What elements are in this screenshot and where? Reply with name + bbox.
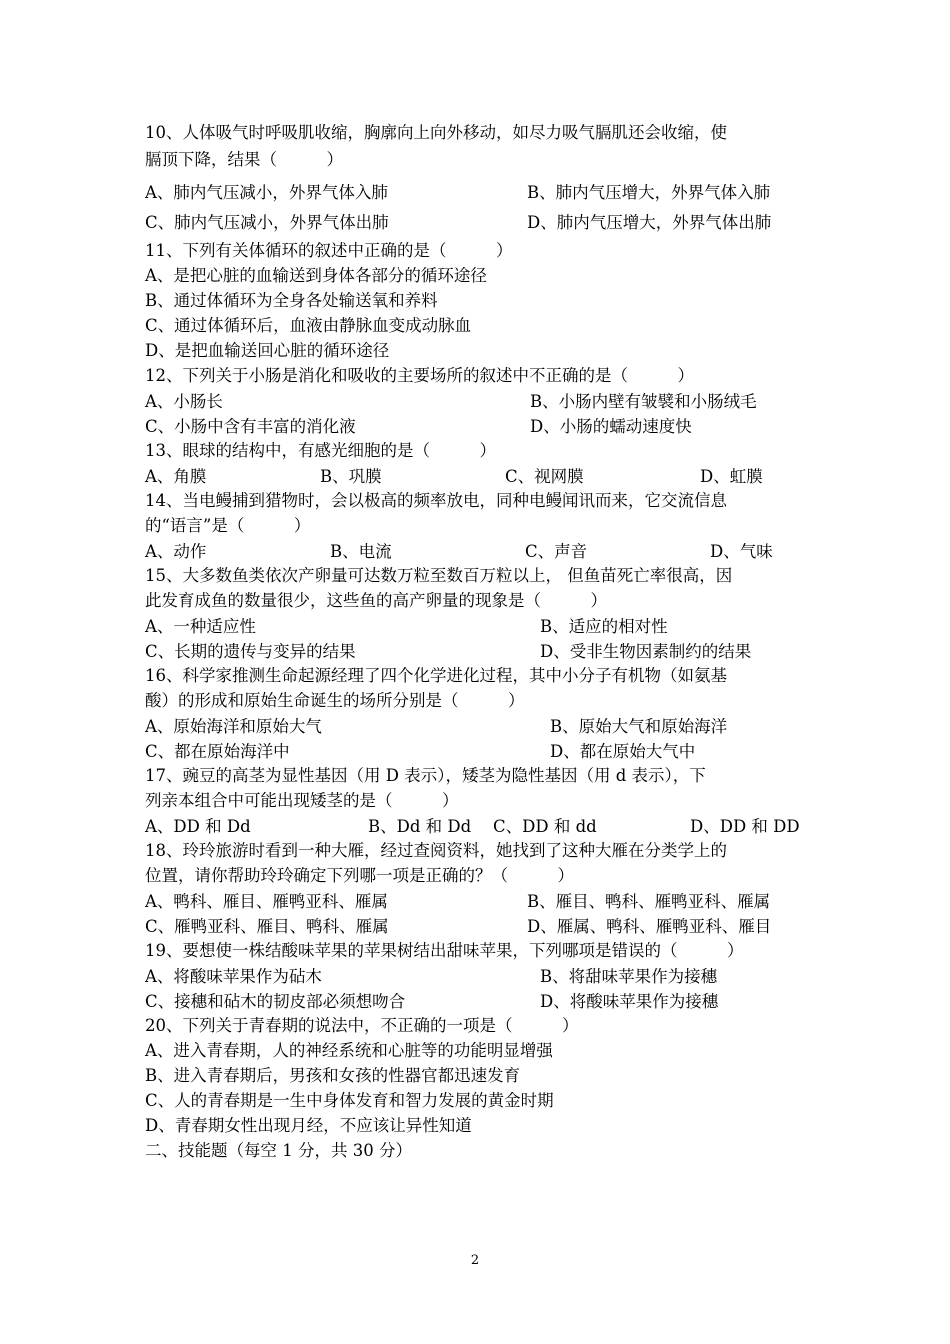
question-15-option-d[interactable]: D、受非生物因素制约的结果 — [540, 642, 752, 661]
question-14-option-d[interactable]: D、气味 — [710, 542, 773, 561]
question-12-option-d[interactable]: D、小肠的蠕动速度快 — [530, 417, 692, 436]
question-13-option-b[interactable]: B、巩膜 — [320, 467, 382, 486]
question-20-option-a[interactable]: A、进入青春期，人的神经系统和心脏等的功能明显增强 — [145, 1041, 553, 1060]
question-11-option-b[interactable]: B、通过体循环为全身各处输送氧和养料 — [145, 291, 438, 310]
question-14-stem-line-2: 的“语言”是（ ） — [145, 516, 311, 535]
question-13-option-row — [145, 463, 810, 488]
question-11-option-c[interactable]: C、通过体循环后，血液由静脉血变成动脉血 — [145, 316, 472, 335]
question-16-stem-line-2: 酸）的形成和原始生命诞生的场所分别是（ ） — [145, 691, 525, 710]
question-16-option-b[interactable]: B、原始大气和原始海洋 — [550, 717, 728, 736]
question-13-option-d[interactable]: D、虹膜 — [700, 467, 763, 486]
question-16-option-a[interactable]: A、原始海洋和原始大气 — [145, 717, 322, 736]
question-18-stem-line-2: 位置，请你帮助玲玲确定下列哪一项是正确的？（ ） — [145, 866, 574, 885]
question-10-option-d[interactable]: D、肺内气压增大，外界气体出肺 — [527, 213, 772, 232]
question-15-option-c[interactable]: C、长期的遗传与变异的结果 — [145, 642, 356, 661]
question-19-option-b[interactable]: B、将甜味苹果作为接穗 — [540, 967, 718, 986]
section-heading: 二、技能题（每空 1 分，共 30 分） — [145, 1141, 412, 1160]
question-13-stem: 13、眼球的结构中，有感光细胞的是（ ） — [145, 441, 496, 460]
question-20-stem: 20、下列关于青春期的说法中，不正确的一项是（ ） — [145, 1016, 579, 1035]
question-10-option-c[interactable]: C、肺内气压减小，外界气体出肺 — [145, 213, 389, 232]
question-11-option-d[interactable]: D、是把血输送回心脏的循环途径 — [145, 341, 390, 360]
question-16-stem-line-1: 16、科学家推测生命起源经理了四个化学进化过程，其中小分子有机物（如氨基 — [145, 666, 727, 685]
question-19-option-a[interactable]: A、将酸味苹果作为砧木 — [145, 967, 322, 986]
question-15-option-row — [145, 613, 810, 638]
question-19-stem: 19、要想使一株结酸味苹果的苹果树结出甜味苹果，下列哪项是错误的（ ） — [145, 941, 744, 960]
question-12-option-b[interactable]: B、小肠内壁有皱襞和小肠绒毛 — [530, 392, 757, 411]
question-15-option-a[interactable]: A、一种适应性 — [145, 617, 256, 636]
question-11-stem: 11、下列有关体循环的叙述中正确的是（ ） — [145, 241, 513, 260]
question-12-option-row — [145, 388, 810, 413]
question-20-option-c[interactable]: C、人的青春期是一生中身体发育和智力发展的黄金时期 — [145, 1091, 554, 1110]
question-18-option-b[interactable]: B、雁目、鸭科、雁鸭亚科、雁属 — [527, 892, 771, 911]
question-17-stem-line-2: 列亲本组合中可能出现矮茎的是（ ） — [145, 791, 459, 810]
question-16-option-d[interactable]: D、都在原始大气中 — [550, 742, 696, 761]
question-12-option-c[interactable]: C、小肠中含有丰富的消化液 — [145, 417, 356, 436]
question-17-option-d[interactable]: D、DD 和 DD — [690, 817, 800, 836]
page-number: 2 — [470, 1253, 480, 1268]
question-10-option-row — [145, 208, 810, 238]
question-15-stem-line-2: 此发育成鱼的数量很少，这些鱼的高产卵量的现象是（ ） — [145, 591, 607, 610]
question-17-option-b[interactable]: B、Dd 和 Dd — [368, 817, 472, 836]
question-18-option-a[interactable]: A、鸭科、雁目、雁鸭亚科、雁属 — [145, 892, 388, 911]
question-18-option-row — [145, 888, 810, 913]
question-15-option-b[interactable]: B、适应的相对性 — [540, 617, 668, 636]
question-14-option-a[interactable]: A、动作 — [145, 542, 207, 561]
question-19-option-row — [145, 988, 810, 1013]
question-18-option-row — [145, 913, 810, 938]
question-list — [145, 118, 810, 1163]
question-14-stem-line-1: 14、当电鳗捕到猎物时，会以极高的频率放电，同种电鳗闻讯而来，它交流信息 — [145, 491, 727, 510]
question-19-option-d[interactable]: D、将酸味苹果作为接穗 — [540, 992, 719, 1011]
question-18-option-c[interactable]: C、雁鸭亚科、雁目、鸭科、雁属 — [145, 917, 389, 936]
question-16-option-row — [145, 713, 810, 738]
question-17-option-a[interactable]: A、DD 和 Dd — [145, 817, 251, 836]
question-18-option-d[interactable]: D、雁属、鸭科、雁鸭亚科、雁目 — [527, 917, 772, 936]
question-13-option-c[interactable]: C、视网膜 — [505, 467, 584, 486]
question-10-option-b[interactable]: B、肺内气压增大，外界气体入肺 — [527, 183, 771, 202]
question-15-option-row — [145, 638, 810, 663]
question-16-option-row — [145, 738, 810, 763]
question-13-option-a[interactable]: A、角膜 — [145, 467, 207, 486]
question-10-stem-line-1: 10、人体吸气时呼吸肌收缩，胸廓向上向外移动，如尽力吸气膈肌还会收缩，使 — [145, 123, 727, 142]
question-12-option-row — [145, 413, 810, 438]
question-10-option-a[interactable]: A、肺内气压减小，外界气体入肺 — [145, 183, 388, 202]
question-17-stem-line-1: 17、豌豆的高茎为显性基因（用 D 表示），矮茎为隐性基因（用 d 表示），下 — [145, 766, 706, 785]
question-12-option-a[interactable]: A、小肠长 — [145, 392, 223, 411]
question-15-stem-line-1: 15、大多数鱼类依次产卵量可达数万粒至数百万粒以上， 但鱼苗死亡率很高，因 — [145, 566, 733, 585]
question-10-option-row — [145, 178, 810, 208]
question-11-option-a[interactable]: A、是把心脏的血输送到身体各部分的循环途径 — [145, 266, 487, 285]
question-14-option-row — [145, 538, 810, 563]
question-12-stem: 12、下列关于小肠是消化和吸收的主要场所的叙述中不正确的是（ ） — [145, 366, 694, 385]
question-17-option-c[interactable]: C、DD 和 dd — [493, 817, 597, 836]
question-20-option-d[interactable]: D、青春期女性出现月经，不应该让异性知道 — [145, 1116, 472, 1135]
question-10-stem-line-2: 膈顶下降，结果（ ） — [145, 150, 343, 169]
question-14-option-b[interactable]: B、电流 — [330, 542, 392, 561]
question-19-option-row — [145, 963, 810, 988]
question-19-option-c[interactable]: C、接穗和砧木的韧皮部必须想吻合 — [145, 992, 406, 1011]
question-18-stem-line-1: 18、玲玲旅游时看到一种大雁，经过查阅资料，她找到了这种大雁在分类学上的 — [145, 841, 727, 860]
question-17-option-row — [145, 813, 810, 838]
question-14-option-c[interactable]: C、声音 — [525, 542, 588, 561]
question-20-option-b[interactable]: B、进入青春期后，男孩和女孩的性器官都迅速发育 — [145, 1066, 521, 1085]
question-16-option-c[interactable]: C、都在原始海洋中 — [145, 742, 290, 761]
